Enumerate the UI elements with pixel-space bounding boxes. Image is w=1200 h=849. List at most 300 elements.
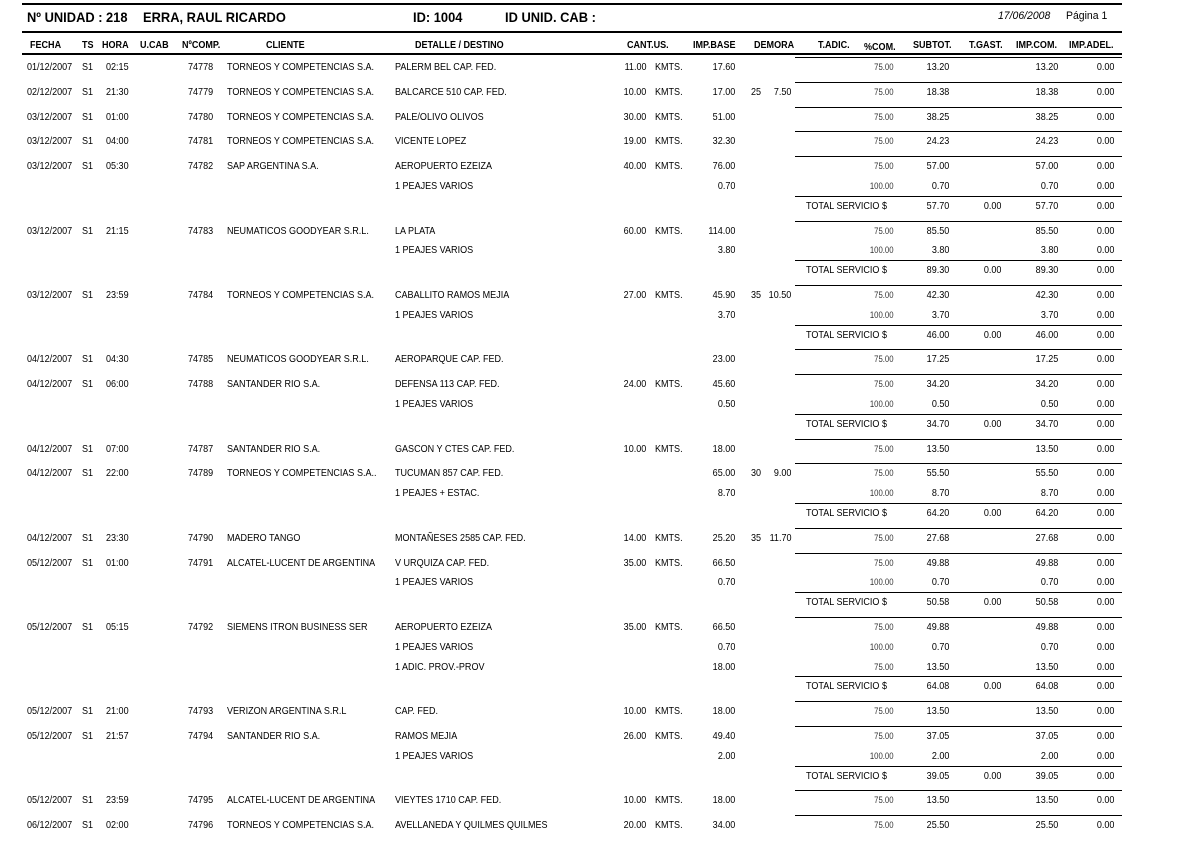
- extra-row: [0, 180, 1200, 200]
- cell-impadel: 0.00: [1096, 576, 1114, 589]
- total-rule: [795, 260, 1122, 261]
- cell-subtot: 57.70: [926, 199, 949, 212]
- cell-unit: KMTS.: [655, 110, 683, 123]
- cell-tgast: 0.00: [983, 328, 1001, 341]
- cell-detalle: CABALLITO RAMOS MEJIA: [395, 289, 510, 301]
- cell-detalle: VICENTE LOPEZ: [395, 135, 467, 148]
- table-row: [0, 160, 1200, 180]
- cell-cliente: TORNEOS Y COMPETENCIAS S.A.: [227, 61, 375, 73]
- cell-base: 18.00: [712, 794, 735, 807]
- cell-unit: KMTS.: [655, 224, 683, 237]
- cell-pct: 100.00: [870, 750, 894, 761]
- cell-cant: 19.00: [623, 135, 646, 148]
- cell-cant: 40.00: [623, 160, 646, 173]
- cell-hora: 06:00: [106, 378, 129, 391]
- cell-cliente: SIEMENS ITRON BUSINESS SER: [227, 621, 368, 633]
- cell-fecha: 05/12/2007: [27, 621, 73, 633]
- cell-cliente: TORNEOS Y COMPETENCIAS S.A.: [227, 85, 375, 98]
- col-impcom: IMP.COM.: [1016, 39, 1057, 51]
- row-rule: [795, 528, 1122, 529]
- cell-detalle: VIEYTES 1710 CAP. FED.: [395, 794, 502, 807]
- idcab-label: ID UNID. CAB :: [505, 9, 596, 25]
- cell-impcom: 85.50: [1035, 224, 1058, 237]
- cell-ts: S1: [82, 110, 94, 123]
- col-cliente: CLIENTE: [266, 39, 305, 51]
- cell-detalle: 1 PEAJES VARIOS: [395, 308, 474, 321]
- total-rule: [795, 676, 1122, 677]
- cell-ts: S1: [82, 378, 94, 391]
- cell-subtot: 46.00: [926, 328, 949, 341]
- cell-cliente: TORNEOS Y COMPETENCIAS S.A.: [227, 135, 375, 148]
- cell-fecha: 01/12/2007: [27, 61, 73, 73]
- cell-impcom: 0.70: [1040, 576, 1058, 589]
- cell-tgast: 0.00: [983, 417, 1001, 430]
- cell-cliente: TORNEOS Y COMPETENCIAS S.A.: [227, 110, 375, 123]
- cell-subtot: 39.05: [926, 769, 949, 782]
- cell-base: 45.90: [712, 289, 735, 301]
- cell-impadel: 0.00: [1096, 487, 1114, 500]
- cell-base: 32.30: [712, 135, 735, 148]
- total-rule: [795, 325, 1122, 326]
- cell-subtot: 89.30: [926, 264, 949, 277]
- cell-ts: S1: [82, 135, 94, 148]
- col-ncomp: NºCOMP.: [182, 39, 221, 51]
- cell-comp: 74785: [188, 353, 214, 366]
- col-subtot: SUBTOT.: [913, 39, 952, 51]
- cell-comp: 74793: [188, 705, 214, 718]
- cell-base: 45.60: [712, 378, 735, 391]
- cell-impcom: 0.70: [1040, 180, 1058, 192]
- cell-impadel: 0.00: [1096, 730, 1114, 742]
- cell-impadel: 0.00: [1096, 135, 1114, 148]
- cell-impcom: 13.20: [1035, 61, 1058, 73]
- cell-comp: 74792: [188, 621, 214, 633]
- cell-fecha: 02/12/2007: [27, 85, 73, 98]
- cell-unit: KMTS.: [655, 289, 683, 301]
- cell-impcom: 2.00: [1040, 749, 1058, 762]
- col-impbase: IMP.BASE: [693, 39, 736, 51]
- extra-row: [0, 309, 1200, 329]
- total-label: TOTAL SERVICIO $: [806, 199, 887, 212]
- cell-pct: 75.00: [874, 62, 894, 72]
- cell-subtot: 0.70: [931, 640, 949, 653]
- cell-subtot: 50.58: [926, 596, 949, 609]
- col-detalle: DETALLE / DESTINO: [415, 39, 504, 51]
- row-rule: [795, 82, 1122, 83]
- row-rule: [795, 617, 1122, 618]
- cell-hora: 02:15: [106, 61, 129, 73]
- cell-cant: 20.00: [623, 819, 646, 832]
- cell-detalle: DEFENSA 113 CAP. FED.: [395, 378, 500, 391]
- table-row: [0, 225, 1200, 245]
- cell-comp: 74779: [188, 85, 214, 98]
- cell-impadel: 0.00: [1096, 660, 1114, 673]
- cell-pct: 75.00: [874, 557, 894, 568]
- cell-ts: S1: [82, 467, 94, 480]
- total-row: [0, 507, 1200, 527]
- cell-impadel: 0.00: [1096, 353, 1114, 366]
- total-label: TOTAL SERVICIO $: [806, 264, 887, 277]
- cell-detalle: AEROPUERTO EZEIZA: [395, 621, 493, 633]
- cell-impcom: 13.50: [1035, 660, 1058, 673]
- cell-impcom: 57.70: [1035, 199, 1058, 212]
- cell-detalle: CAP. FED.: [395, 705, 438, 718]
- cell-cant: 35.00: [623, 621, 646, 633]
- cell-impcom: 24.23: [1035, 135, 1058, 148]
- extra-row: [0, 750, 1200, 770]
- cell-hora: 04:00: [106, 135, 129, 148]
- extra-row: [0, 244, 1200, 264]
- cell-subtot: 64.20: [926, 507, 949, 519]
- top-rule: [22, 3, 1122, 5]
- table-row: [0, 557, 1200, 577]
- cell-subtot: 0.50: [931, 398, 949, 410]
- cell-ts: S1: [82, 289, 94, 301]
- col-ts: TS: [82, 39, 94, 51]
- cell-fecha: 03/12/2007: [27, 135, 73, 148]
- total-rule: [795, 592, 1122, 593]
- row-rule: [795, 815, 1122, 816]
- cell-fecha: 05/12/2007: [27, 794, 73, 807]
- cell-impcom: 46.00: [1035, 328, 1058, 341]
- cell-pct: 100.00: [870, 181, 894, 191]
- cell-base: 23.00: [712, 353, 735, 366]
- cell-subtot: 37.05: [926, 730, 949, 742]
- cell-pct: 75.00: [874, 468, 894, 479]
- cell-subtot: 24.23: [926, 135, 949, 148]
- table-row: [0, 353, 1200, 373]
- cell-fecha: 03/12/2007: [27, 110, 73, 123]
- cell-impadel: 0.00: [1096, 819, 1114, 832]
- cell-detalle: BALCARCE 510 CAP. FED.: [395, 85, 507, 98]
- total-rule: [795, 414, 1122, 415]
- cell-unit: KMTS.: [655, 556, 683, 569]
- cell-pct: 75.00: [874, 161, 894, 172]
- cell-ts: S1: [82, 160, 94, 173]
- cell-impadel: 0.00: [1096, 85, 1114, 98]
- driver-name: ERRA, RAUL RICARDO: [143, 9, 286, 25]
- table-row: [0, 467, 1200, 487]
- cell-base: 18.00: [712, 705, 735, 718]
- cell-fecha: 05/12/2007: [27, 556, 73, 569]
- cell-cant: 60.00: [623, 224, 646, 237]
- cell-cliente: SANTANDER RIO S.A.: [227, 442, 321, 455]
- cell-subtot: 42.30: [926, 289, 949, 301]
- cell-subtot: 34.70: [926, 417, 949, 430]
- row-rule: [795, 107, 1122, 108]
- cell-impcom: 17.25: [1035, 353, 1058, 366]
- col-hora: HORA: [102, 39, 129, 51]
- cell-subtot: 8.70: [931, 487, 949, 500]
- cell-subtot: 13.50: [926, 794, 949, 807]
- cell-tgast: 0.00: [983, 680, 1001, 693]
- cell-ts: S1: [82, 61, 94, 73]
- cell-base: 0.50: [717, 398, 735, 410]
- total-rule: [795, 503, 1122, 504]
- total-row: [0, 329, 1200, 349]
- cell-subtot: 64.08: [926, 680, 949, 693]
- col-tgast: T.GAST.: [969, 39, 1003, 51]
- cell-impcom: 34.70: [1035, 417, 1058, 430]
- cell-impcom: 42.30: [1035, 289, 1058, 301]
- cell-comp: 74789: [188, 467, 214, 480]
- cell-impadel: 0.00: [1096, 289, 1114, 301]
- cell-subtot: 85.50: [926, 224, 949, 237]
- cell-fecha: 04/12/2007: [27, 378, 73, 391]
- cell-base: 8.70: [717, 487, 735, 500]
- table-row: [0, 819, 1200, 839]
- row-rule: [795, 701, 1122, 702]
- cell-comp: 74783: [188, 224, 214, 237]
- cell-demora-amount: 7.50: [773, 85, 791, 98]
- cell-pct: 75.00: [874, 661, 894, 672]
- cell-detalle: 1 PEAJES VARIOS: [395, 749, 474, 762]
- cell-comp: 74784: [188, 289, 214, 301]
- row-rule: [795, 726, 1122, 727]
- cell-detalle: 1 PEAJES VARIOS: [395, 576, 474, 589]
- row-rule: [795, 156, 1122, 157]
- cell-subtot: 13.50: [926, 660, 949, 673]
- cell-subtot: 17.25: [926, 353, 949, 366]
- cell-impadel: 0.00: [1096, 705, 1114, 718]
- total-row: [0, 770, 1200, 790]
- cell-hora: 01:00: [106, 110, 129, 123]
- cell-hora: 22:00: [106, 467, 129, 480]
- cell-unit: KMTS.: [655, 794, 683, 807]
- cell-detalle: GASCON Y CTES CAP. FED.: [395, 442, 515, 455]
- cell-unit: KMTS.: [655, 730, 683, 742]
- cell-subtot: 49.88: [926, 556, 949, 569]
- cell-pct: 100.00: [870, 488, 894, 499]
- table-row: [0, 532, 1200, 552]
- total-rule: [795, 196, 1122, 197]
- total-label: TOTAL SERVICIO $: [806, 417, 887, 430]
- cell-pct: 75.00: [874, 136, 894, 147]
- cell-cant: 11.00: [624, 61, 646, 73]
- row-rule: [795, 374, 1122, 375]
- cell-detalle: 1 PEAJES VARIOS: [395, 244, 474, 257]
- cell-pct: 75.00: [874, 795, 894, 806]
- cell-cant: 26.00: [623, 730, 646, 742]
- cell-pct: 75.00: [874, 820, 894, 831]
- cell-base: 3.80: [717, 244, 735, 257]
- cell-impadel: 0.00: [1096, 378, 1114, 391]
- cell-impcom: 89.30: [1035, 264, 1058, 277]
- cell-impcom: 34.20: [1035, 378, 1058, 391]
- cell-unit: KMTS.: [655, 160, 683, 173]
- cell-subtot: 34.20: [926, 378, 949, 391]
- cell-base: 0.70: [717, 640, 735, 653]
- cell-unit: KMTS.: [655, 85, 683, 98]
- cell-impadel: 0.00: [1096, 794, 1114, 807]
- cell-demora-min: 30: [751, 467, 762, 480]
- cell-cliente: SANTANDER RIO S.A.: [227, 730, 321, 742]
- cell-hora: 05:30: [106, 160, 129, 173]
- cell-impcom: 18.38: [1035, 85, 1058, 98]
- cell-impadel: 0.00: [1096, 110, 1114, 123]
- row-rule: [795, 285, 1122, 286]
- cell-impcom: 50.58: [1035, 596, 1058, 609]
- cell-cant: 10.00: [623, 85, 646, 98]
- total-row: [0, 680, 1200, 700]
- cell-impcom: 25.50: [1035, 819, 1058, 832]
- col-demora: DEMORA: [754, 39, 795, 51]
- cell-fecha: 04/12/2007: [27, 531, 73, 544]
- cell-subtot: 0.70: [931, 576, 949, 589]
- cell-impcom: 37.05: [1035, 730, 1058, 742]
- cell-detalle: PALERM BEL CAP. FED.: [395, 61, 497, 73]
- cell-detalle: MONTAÑESES 2585 CAP. FED.: [395, 531, 526, 544]
- cell-fecha: 03/12/2007: [27, 289, 73, 301]
- cell-comp: 74790: [188, 531, 214, 544]
- cell-base: 17.00: [712, 85, 735, 98]
- cell-impcom: 57.00: [1035, 160, 1058, 173]
- cell-comp: 74782: [188, 160, 214, 173]
- row-rule: [795, 790, 1122, 791]
- cell-unit: KMTS.: [655, 819, 683, 832]
- cell-pct: 100.00: [870, 245, 894, 256]
- id-label: ID: 1004: [413, 9, 463, 25]
- cell-ts: S1: [82, 794, 94, 807]
- cell-impadel: 0.00: [1096, 467, 1114, 480]
- cell-comp: 74787: [188, 442, 214, 455]
- cell-impcom: 3.70: [1040, 308, 1058, 321]
- cell-base: 49.40: [712, 730, 735, 742]
- row-rule: [795, 349, 1122, 350]
- cell-impadel: 0.00: [1096, 769, 1114, 782]
- cell-pct: 75.00: [874, 443, 894, 454]
- cell-demora-amount: 9.00: [773, 467, 791, 480]
- row-rule: [795, 57, 1122, 58]
- total-row: [0, 596, 1200, 616]
- header-rule: [22, 31, 1122, 33]
- cell-hora: 21:00: [106, 705, 129, 718]
- total-label: TOTAL SERVICIO $: [806, 507, 887, 519]
- cell-detalle: AEROPUERTO EZEIZA: [395, 160, 493, 173]
- row-rule: [795, 131, 1122, 132]
- cell-base: 3.70: [717, 308, 735, 321]
- cell-pct: 75.00: [874, 706, 894, 717]
- cell-subtot: 13.50: [926, 705, 949, 718]
- cell-cant: 24.00: [623, 378, 646, 391]
- table-row: [0, 378, 1200, 398]
- cell-tgast: 0.00: [983, 507, 1001, 519]
- cell-subtot: 3.70: [931, 308, 949, 321]
- cell-impcom: 49.88: [1035, 556, 1058, 569]
- cell-tgast: 0.00: [983, 199, 1001, 212]
- cell-cliente: TORNEOS Y COMPETENCIAS S.A.: [227, 289, 375, 301]
- cell-detalle: V URQUIZA CAP. FED.: [395, 556, 490, 569]
- cell-impadel: 0.00: [1096, 621, 1114, 633]
- cell-unit: KMTS.: [655, 442, 683, 455]
- cell-subtot: 3.80: [931, 244, 949, 257]
- cell-hora: 05:15: [106, 621, 129, 633]
- cell-hora: 21:57: [106, 730, 129, 742]
- extra-row: [0, 576, 1200, 596]
- row-rule: [795, 463, 1122, 464]
- cell-fecha: 04/12/2007: [27, 467, 73, 480]
- cell-cliente: VERIZON ARGENTINA S.R.L: [227, 705, 347, 718]
- cell-cliente: ALCATEL-LUCENT DE ARGENTINA: [227, 794, 376, 807]
- cell-impcom: 38.25: [1035, 110, 1058, 123]
- table-row: [0, 61, 1200, 81]
- cell-fecha: 04/12/2007: [27, 353, 73, 366]
- cell-hora: 04:30: [106, 353, 129, 366]
- cell-cliente: ALCATEL-LUCENT DE ARGENTINA: [227, 556, 376, 569]
- cell-pct: 100.00: [870, 399, 894, 409]
- cell-fecha: 06/12/2007: [27, 819, 73, 832]
- cell-impadel: 0.00: [1096, 417, 1114, 430]
- cell-unit: KMTS.: [655, 621, 683, 633]
- cell-unit: KMTS.: [655, 531, 683, 544]
- cell-comp: 74794: [188, 730, 214, 742]
- cell-cant: 10.00: [623, 794, 646, 807]
- total-row: [0, 418, 1200, 438]
- cell-pct: 100.00: [870, 577, 894, 588]
- cell-impcom: 3.80: [1040, 244, 1058, 257]
- cell-base: 34.00: [712, 819, 735, 832]
- cell-base: 66.50: [712, 556, 735, 569]
- cell-impcom: 27.68: [1035, 531, 1058, 544]
- cell-impcom: 8.70: [1040, 487, 1058, 500]
- table-row: [0, 443, 1200, 463]
- cell-unit: KMTS.: [655, 135, 683, 148]
- cell-comp: 74796: [188, 819, 214, 832]
- cell-demora-min: 25: [751, 85, 762, 98]
- table-row: [0, 705, 1200, 725]
- cell-base: 0.70: [717, 180, 735, 192]
- cell-pct: 75.00: [874, 290, 894, 300]
- cell-tgast: 0.00: [983, 264, 1001, 277]
- cell-impadel: 0.00: [1096, 61, 1114, 73]
- cell-ts: S1: [82, 224, 94, 237]
- cell-comp: 74781: [188, 135, 214, 148]
- cell-fecha: 03/12/2007: [27, 224, 73, 237]
- cell-pct: 75.00: [874, 379, 894, 390]
- cell-subtot: 38.25: [926, 110, 949, 123]
- cell-base: 0.70: [717, 576, 735, 589]
- cell-cant: 27.00: [623, 289, 646, 301]
- cell-impadel: 0.00: [1096, 640, 1114, 653]
- extra-row: [0, 487, 1200, 507]
- cell-base: 17.60: [712, 61, 735, 73]
- cell-impcom: 0.70: [1040, 640, 1058, 653]
- report-date: 17/06/2008: [998, 10, 1051, 22]
- extra-row: [0, 661, 1200, 681]
- table-row: [0, 794, 1200, 814]
- row-rule: [795, 221, 1122, 222]
- cell-impadel: 0.00: [1096, 556, 1114, 569]
- cell-fecha: 03/12/2007: [27, 160, 73, 173]
- cell-pct: 100.00: [870, 641, 894, 652]
- cell-detalle: 1 ADIC. PROV.-PROV: [395, 660, 485, 673]
- col-tadic: T.ADIC.: [818, 39, 850, 51]
- cell-base: 25.20: [712, 531, 735, 544]
- cell-subtot: 13.20: [926, 61, 949, 73]
- cell-base: 66.50: [712, 621, 735, 633]
- cell-ts: S1: [82, 730, 94, 742]
- cell-hora: 21:30: [106, 85, 129, 98]
- extra-row: [0, 641, 1200, 661]
- cell-impadel: 0.00: [1096, 531, 1114, 544]
- cell-demora-amount: 10.50: [768, 289, 791, 301]
- cell-detalle: AEROPARQUE CAP. FED.: [395, 353, 504, 366]
- cell-cliente: SAP ARGENTINA S.A.: [227, 160, 319, 173]
- cell-unit: KMTS.: [655, 61, 683, 73]
- cell-subtot: 25.50: [926, 819, 949, 832]
- cell-detalle: LA PLATA: [395, 224, 436, 237]
- cell-cliente: NEUMATICOS GOODYEAR S.R.L.: [227, 224, 369, 237]
